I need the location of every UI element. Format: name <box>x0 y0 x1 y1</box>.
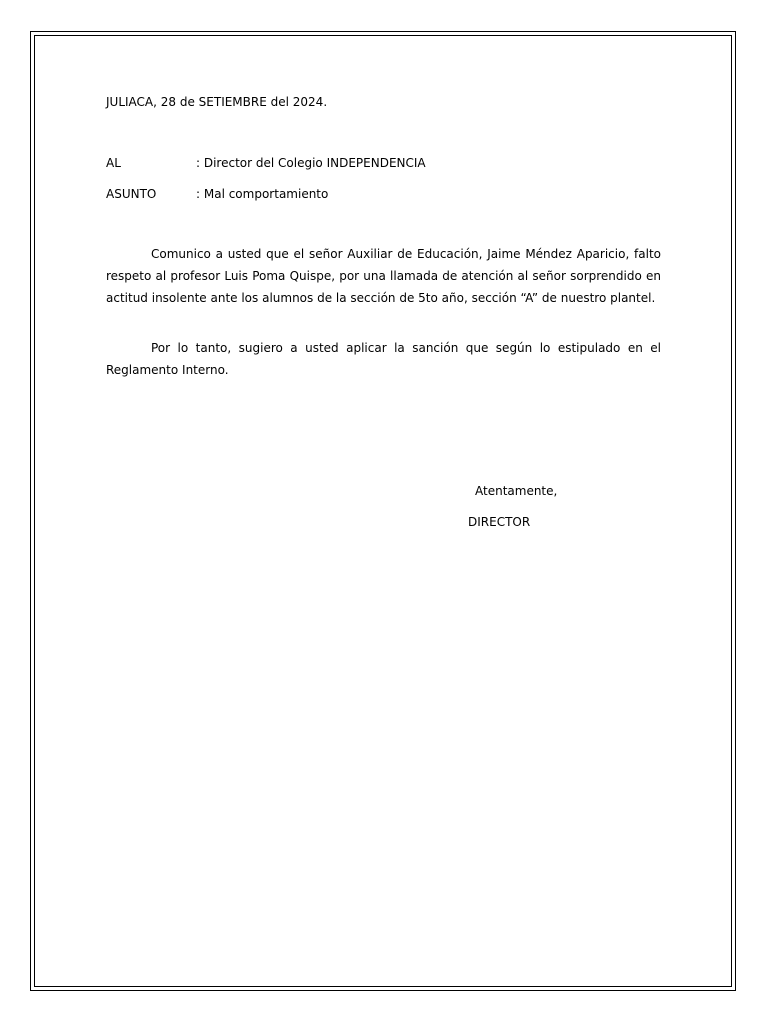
date-line: JULIACA, 28 de SETIEMBRE del 2024. <box>106 95 328 109</box>
to-value: : Director del Colegio INDEPENDENCIA <box>196 156 426 170</box>
body-paragraph-1: Comunico a usted que el señor Auxiliar de Educación, Jaime Méndez Aparicio, falto respeto al profesor Luis Poma Quispe, por una llamada de atención al señor sorprendido en actitud insolente ante los alumnos de la sección de 5to año, sección “A” de nuestro plantel. <box>106 247 661 305</box>
subject-value: : Mal comportamiento <box>196 187 329 201</box>
signer-title: DIRECTOR <box>468 515 531 529</box>
page-border <box>30 31 736 991</box>
body-paragraph-2: Por lo tanto, sugiero a usted aplicar la sanción que según lo estipulado en el Reglamento Interno. <box>106 341 661 377</box>
to-label: AL <box>106 156 121 170</box>
closing-salutation: Atentamente, <box>475 484 558 498</box>
page-border-inner <box>34 35 732 987</box>
subject-label: ASUNTO <box>106 187 157 201</box>
